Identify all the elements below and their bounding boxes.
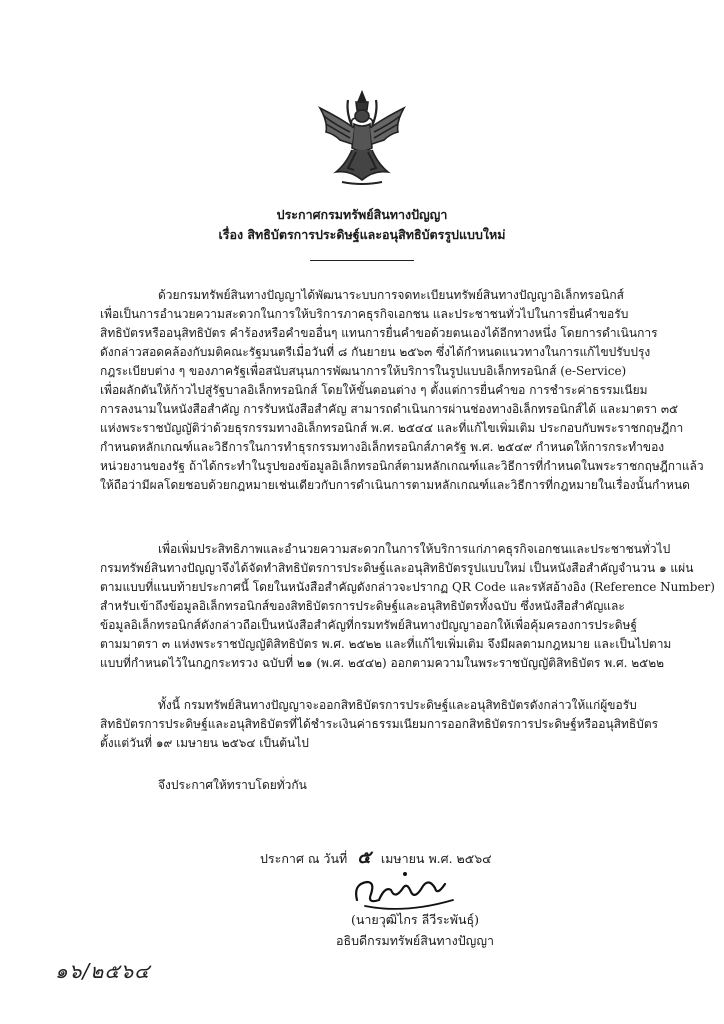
- text-line: เพื่อผลักดันให้ก้าวไปสู่รัฐบาลอิเล็กทรอนิกส์ โดยให้ขั้นตอนต่าง ๆ ตั้งแต่การยื่นคำขอ การชำระค่าธรรมเนียม: [100, 383, 648, 397]
- text-line: หน่วยงานของรัฐ ถ้าได้กระทำในรูปของข้อมูลอิเล็กทรอนิกส์ตามหลักเกณฑ์และวิธีการที่กำหนดในพระราชกฤษฎีกาแล้ว: [100, 459, 704, 473]
- text-line: เพื่อเป็นการอำนวยความสะดวกในการให้บริการภาคธุรกิจเอกชน และประชาชนทั่วไปในการยื่นคำขอรับ: [100, 307, 629, 321]
- text-line: การลงนามในหนังสือสำคัญ การรับหนังสือสำคัญ สามารถดำเนินการผ่านช่องทางอิเล็กทรอนิกส์ได้ และมาตรา ๓๕: [100, 402, 679, 416]
- text-line: สำหรับเข้าถึงข้อมูลอิเล็กทรอนิกส์ของสิทธิบัตรการประดิษฐ์และอนุสิทธิบัตรทั้งฉบับ ซึ่งหนังสือสำคัญและ: [100, 599, 625, 613]
- title-divider: [310, 260, 414, 261]
- signer-title: อธิบดีกรมทรัพย์สินทางปัญญา: [335, 933, 495, 948]
- date-prefix: ประกาศ ณ วันที่: [260, 851, 348, 866]
- text-line: ทั้งนี้ กรมทรัพย์สินทางปัญญาจะออกสิทธิบัตรการประดิษฐ์และอนุสิทธิบัตรดังกล่าวให้แก่ผู้ขอรับ: [158, 698, 637, 712]
- announcement-subject: เรื่อง สิทธิบัตรการประดิษฐ์และอนุสิทธิบัตรรูปแบบใหม่: [218, 227, 506, 242]
- text-line: สิทธิบัตรหรืออนุสิทธิบัตร คำร้องหรือคำขออื่นๆ แทนการยื่นคำขอด้วยตนเองได้อีกทางหนึ่ง โดยการดำเนินการ: [100, 326, 658, 340]
- text-line: เพื่อเพิ่มประสิทธิภาพและอำนวยความสะดวกในการให้บริการแก่ภาคธุรกิจเอกชนและประชาชนทั่วไป: [158, 542, 671, 556]
- text-line: กำหนดหลักเกณฑ์และวิธีการในการทำธุรกรรมทางอิเล็กทรอนิกส์ภาครัฐ พ.ศ. ๒๕๔๙ กำหนดให้การกระทำของ: [100, 440, 665, 454]
- text-line: ด้วยกรมทรัพย์สินทางปัญญาได้พัฒนาระบบการจดทะเบียนทรัพย์สินทางปัญญาอิเล็กทรอนิกส์: [158, 288, 624, 302]
- text-line: ตามแบบที่แนบท้ายประกาศนี้ โดยในหนังสือสำคัญดังกล่าวจะปรากฏ QR Code และรหัสอ้างอิง (Reference Number): [100, 580, 715, 594]
- date-suffix: เมษายน พ.ศ. ๒๕๖๔: [380, 851, 492, 866]
- handwritten-reference-number: ๑๖/๒๕๖๔: [55, 959, 151, 983]
- text-line: แห่งพระราชบัญญัติว่าด้วยธุรกรรมทางอิเล็กทรอนิกส์ พ.ศ. ๒๕๔๔ และที่แก้ไขเพิ่มเติม ประกอบกับพระราชกฤษฎีกา: [100, 421, 684, 435]
- text-line: ตั้งแต่วันที่ ๑๙ เมษายน ๒๕๖๔ เป็นต้นไป: [100, 736, 309, 750]
- text-line: กฎระเบียบต่าง ๆ ของภาครัฐเพื่อสนับสนุนการพัฒนาการให้บริการในรูปแบบอิเล็กทรอนิกส์ (e-Service): [100, 364, 627, 378]
- date-day: ๕: [357, 847, 371, 868]
- text-line: ข้อมูลอิเล็กทรอนิกส์ดังกล่าวถือเป็นหนังสือสำคัญที่กรมทรัพย์สินทางปัญญาออกให้เพื่อคุ้มครองการประดิษฐ์: [100, 618, 638, 632]
- body-paragraph-1: [100, 286, 704, 495]
- text-line: ดังกล่าวสอดคล้องกับมติคณะรัฐมนตรีเมื่อวันที่ ๘ กันยายน ๒๕๖๓ ซึ่งได้กำหนดแนวทางในการแก้ไขปรับปรุง: [100, 345, 651, 359]
- text-line: กรมทรัพย์สินทางปัญญาจึงได้จัดทำสิทธิบัตรการประดิษฐ์และอนุสิทธิบัตรรูปแบบใหม่ เป็นหนังสือสำคัญจำนวน ๑ แผ่น: [100, 561, 694, 575]
- text-line: ตามมาตรา ๓ แห่งพระราชบัญญัติสิทธิบัตร พ.ศ. ๒๕๒๒ และที่แก้ไขเพิ่มเติม จึงมีผลตามกฎหมาย และเป็นไปตาม: [100, 637, 672, 651]
- garuda-emblem-icon: [312, 88, 412, 188]
- announcement-title: ประกาศกรมทรัพย์สินทางปัญญา: [276, 207, 448, 222]
- closing-statement: [100, 776, 628, 795]
- body-paragraph-2: [100, 540, 715, 673]
- body-paragraph-3: [100, 696, 659, 753]
- text-line: จึงประกาศให้ทราบโดยทั่วกัน: [158, 778, 307, 792]
- signer-name: (นายวุฒิไกร ลีวีระพันธุ์): [350, 912, 479, 927]
- text-line: แบบที่กำหนดไว้ในกฎกระทรวง ฉบับที่ ๒๑ (พ.ศ. ๒๕๔๒) ออกตามความในพระราชบัญญัติสิทธิบัตร พ.ศ. ๒๕๒๒: [100, 656, 665, 670]
- text-line: ให้ถือว่ามีผลโดยชอบด้วยกฎหมายเช่นเดียวกับการดำเนินการตามหลักเกณฑ์และวิธีการที่กฎหมายในเรื่องนั้นกำหนด: [100, 478, 690, 492]
- text-line: สิทธิบัตรการประดิษฐ์และอนุสิทธิบัตรที่ได้ชำระเงินค่าธรรมเนียมการออกสิทธิบัตรการประดิษฐ์หรืออนุสิทธิบัตร: [100, 717, 659, 731]
